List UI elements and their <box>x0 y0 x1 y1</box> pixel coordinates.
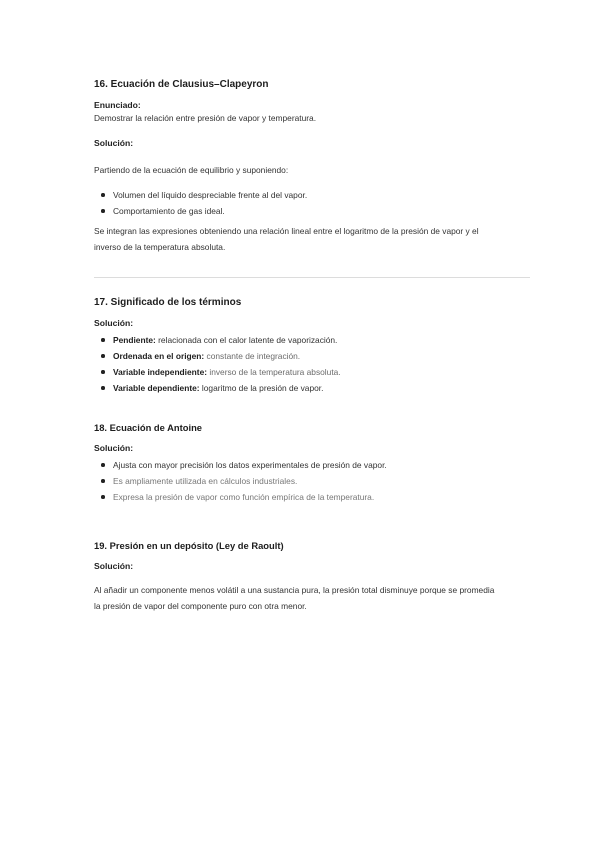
answer-line: Al añadir un componente menos volátil a una sustancia pura, la presión total disminuye porque se promedia <box>94 585 495 595</box>
term-label: Variable dependiente: <box>113 383 200 393</box>
intro-text: Partiendo de la ecuación de equilibrio y suponiendo: <box>94 165 289 175</box>
solution-label: Solución: <box>94 318 134 328</box>
list-item: Es ampliamente utilizada en cálculos industriales. <box>94 473 530 489</box>
section-title: 19. Presión en un depósito (Ley de Raoult) <box>94 540 284 551</box>
section-title: 18. Ecuación de Antoine <box>94 422 203 433</box>
assumptions-list <box>94 187 530 219</box>
solution-label: Solución: <box>94 561 134 571</box>
bullet-icon <box>101 495 105 499</box>
term-label: Pendiente: <box>113 335 156 345</box>
list-item <box>94 380 530 396</box>
bullet-icon <box>101 463 105 467</box>
conclusion-line: inverso de la temperatura absoluta. <box>94 242 226 252</box>
section-divider <box>94 277 530 278</box>
bullet-icon <box>101 338 105 342</box>
bullet-icon <box>101 354 105 358</box>
section-19 <box>94 539 530 614</box>
terms-list <box>94 332 530 396</box>
bullet-icon <box>101 479 105 483</box>
list-item: Comportamiento de gas ideal. <box>94 203 530 219</box>
list-item: Ajusta con mayor precisión los datos experimentales de presión de vapor. <box>94 457 530 473</box>
statement-text: Demostrar la relación entre presión de vapor y temperatura. <box>94 113 317 123</box>
section-18 <box>94 421 530 505</box>
answer-line: la presión de vapor del componente puro con otra menor. <box>94 601 307 611</box>
list-item: Volumen del líquido despreciable frente al del vapor. <box>94 187 530 203</box>
section-16 <box>94 78 530 255</box>
solution-label: Solución: <box>94 443 134 453</box>
term-desc: inverso de la temperatura absoluta. <box>207 367 341 377</box>
section-title: 17. Significado de los términos <box>94 297 242 308</box>
term-label: Ordenada en el origen: <box>113 351 205 361</box>
statement-label: Enunciado: <box>94 100 141 110</box>
term-label: Variable independiente: <box>113 367 208 377</box>
list-item <box>94 348 530 364</box>
bullet-icon <box>101 193 105 197</box>
antoine-list <box>94 457 530 505</box>
solution-label: Solución: <box>94 138 134 148</box>
bullet-icon <box>101 386 105 390</box>
bullet-icon <box>101 209 105 213</box>
list-item: Expresa la presión de vapor como función empírica de la temperatura. <box>94 489 530 505</box>
section-title: 16. Ecuación de Clausius–Clapeyron <box>94 79 269 90</box>
term-desc: relacionada con el calor latente de vaporización. <box>155 335 338 345</box>
term-desc: logaritmo de la presión de vapor. <box>199 383 324 393</box>
list-item <box>94 364 530 380</box>
list-item <box>94 332 530 348</box>
section-17 <box>94 296 530 396</box>
bullet-icon <box>101 370 105 374</box>
term-desc: constante de integración. <box>204 351 301 361</box>
conclusion-line: Se integran las expresiones obteniendo una relación lineal entre el logaritmo de la presión de vapor y el <box>94 226 479 236</box>
